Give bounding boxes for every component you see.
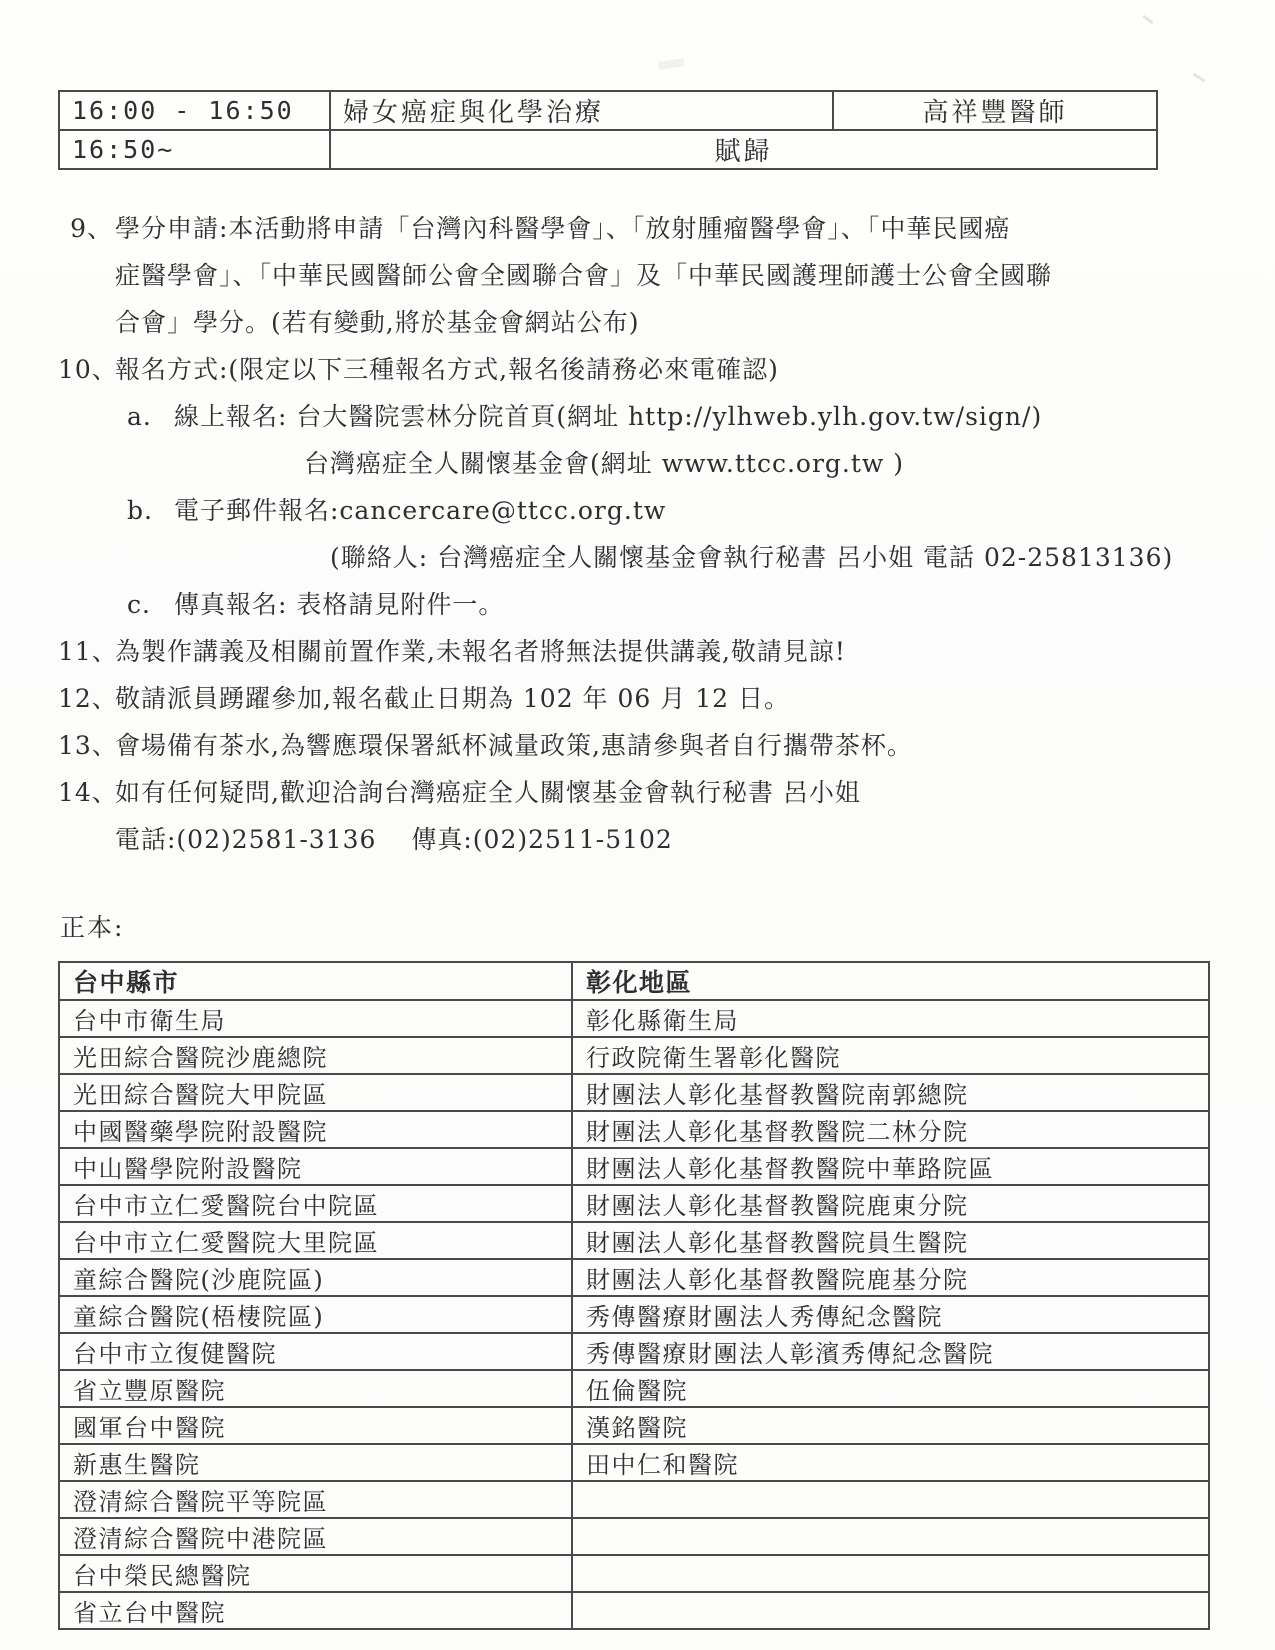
table-cell: 彰化縣衛生局 bbox=[572, 1000, 1209, 1037]
table-cell: 省立台中醫院 bbox=[59, 1592, 572, 1629]
note-text: 報名方式:(限定以下三種報名方式,報名後請務必來電確認) bbox=[115, 355, 779, 384]
table-cell bbox=[572, 1555, 1209, 1592]
column-header-changhua: 彰化地區 bbox=[572, 962, 1209, 1000]
table-row bbox=[59, 1444, 1209, 1481]
table-row bbox=[59, 1185, 1209, 1222]
note-letter: c. bbox=[127, 590, 151, 619]
schedule-time-cell: 16:50~ bbox=[59, 130, 330, 169]
table-row bbox=[59, 1481, 1209, 1518]
table-row bbox=[59, 1037, 1209, 1074]
note-text: 線上報名: 台大醫院雲林分院首頁(網址 http://ylhweb.ylh.gov.tw/sign/) bbox=[174, 402, 1043, 431]
note-line bbox=[58, 769, 1178, 816]
table-cell: 財團法人彰化基督教醫院鹿東分院 bbox=[572, 1185, 1209, 1222]
note-letter: b. bbox=[127, 496, 153, 525]
note-line bbox=[58, 205, 1178, 252]
table-cell: 財團法人彰化基督教醫院中華路院區 bbox=[572, 1148, 1209, 1185]
table-cell: 財團法人彰化基督教醫院南郭總院 bbox=[572, 1074, 1209, 1111]
note-line bbox=[58, 816, 1178, 863]
note-line bbox=[123, 487, 1178, 534]
table-row bbox=[59, 1074, 1209, 1111]
note-line bbox=[58, 722, 1178, 769]
note-number: 12、 bbox=[58, 684, 118, 713]
original-copy-label: 正本: bbox=[60, 913, 125, 942]
table-cell: 台中市立仁愛醫院大里院區 bbox=[59, 1222, 572, 1259]
note-text: 電話:(02)2581-3136 傳真:(02)2511-5102 bbox=[115, 825, 673, 854]
table-cell: 財團法人彰化基督教醫院二林分院 bbox=[572, 1111, 1209, 1148]
note-text: 為製作講義及相關前置作業,未報名者將無法提供講義,敬請見諒! bbox=[115, 637, 846, 666]
table-cell: 伍倫醫院 bbox=[572, 1370, 1209, 1407]
note-number: 14、 bbox=[58, 778, 118, 807]
table-cell: 台中市衛生局 bbox=[59, 1000, 572, 1037]
note-text: 電子郵件報名:cancercare@ttcc.org.tw bbox=[174, 496, 667, 525]
note-text: 敬請派員踴躍參加,報名截止日期為 102 年 06 月 12 日。 bbox=[115, 684, 790, 713]
table-row bbox=[59, 1111, 1209, 1148]
table-row bbox=[59, 1592, 1209, 1629]
table-row bbox=[59, 130, 1157, 169]
table-cell: 澄清綜合醫院平等院區 bbox=[59, 1481, 572, 1518]
table-cell bbox=[572, 1481, 1209, 1518]
table-cell: 光田綜合醫院沙鹿總院 bbox=[59, 1037, 572, 1074]
note-text: 會場備有茶水,為響應環保署紙杯減量政策,惠請參與者自行攜帶茶杯。 bbox=[115, 731, 913, 760]
note-text: (聯絡人: 台灣癌症全人關懷基金會執行秘書 呂小姐 電話 02-25813136) bbox=[330, 543, 1174, 572]
note-number: 9、 bbox=[70, 214, 113, 243]
table-cell: 秀傳醫療財團法人秀傳紀念醫院 bbox=[572, 1296, 1209, 1333]
table-row bbox=[59, 1407, 1209, 1444]
note-number: 10、 bbox=[58, 355, 118, 384]
note-line bbox=[123, 393, 1178, 440]
table-cell: 台中榮民總醫院 bbox=[59, 1555, 572, 1592]
schedule-topic-cell: 賦歸 bbox=[330, 130, 1157, 169]
table-cell: 中山醫學院附設醫院 bbox=[59, 1148, 572, 1185]
note-text: 台灣癌症全人關懷基金會(網址 www.ttcc.org.tw ) bbox=[304, 449, 905, 478]
table-cell: 省立豐原醫院 bbox=[59, 1370, 572, 1407]
table-header-row bbox=[59, 962, 1209, 1000]
table-cell bbox=[572, 1592, 1209, 1629]
table-row bbox=[59, 1148, 1209, 1185]
table-cell bbox=[572, 1518, 1209, 1555]
note-text: 學分申請:本活動將申請「台灣內科醫學會」、「放射腫瘤醫學會」、「中華民國癌 bbox=[115, 214, 1011, 243]
table-cell: 田中仁和醫院 bbox=[572, 1444, 1209, 1481]
table-row bbox=[59, 1222, 1209, 1259]
schedule-topic-cell: 婦女癌症與化學治療 bbox=[330, 91, 833, 130]
table-cell: 行政院衛生署彰化醫院 bbox=[572, 1037, 1209, 1074]
note-text: 如有任何疑問,歡迎洽詢台灣癌症全人關懷基金會執行秘書 呂小姐 bbox=[115, 778, 861, 807]
table-cell: 秀傳醫療財團法人彰濱秀傳紀念醫院 bbox=[572, 1333, 1209, 1370]
note-letter: a. bbox=[127, 402, 152, 431]
note-line bbox=[58, 628, 1178, 675]
table-cell: 中國醫藥學院附設醫院 bbox=[59, 1111, 572, 1148]
note-text: 傳真報名: 表格請見附件一。 bbox=[174, 590, 505, 619]
scan-artifact bbox=[1142, 15, 1153, 25]
note-line bbox=[58, 675, 1178, 722]
table-row bbox=[59, 1555, 1209, 1592]
table-row bbox=[59, 1296, 1209, 1333]
note-line bbox=[58, 346, 1178, 393]
note-text: 症醫學會」、「中華民國醫師公會全國聯合會」及「中華民國護理師護士公會全國聯 bbox=[115, 261, 1053, 290]
table-cell: 財團法人彰化基督教醫院鹿基分院 bbox=[572, 1259, 1209, 1296]
table-cell: 財團法人彰化基督教醫院員生醫院 bbox=[572, 1222, 1209, 1259]
table-row bbox=[59, 1000, 1209, 1037]
table-cell: 新惠生醫院 bbox=[59, 1444, 572, 1481]
note-line bbox=[58, 534, 1178, 581]
table-cell: 童綜合醫院(沙鹿院區) bbox=[59, 1259, 572, 1296]
scan-artifact bbox=[658, 58, 685, 70]
scan-artifact bbox=[1192, 73, 1205, 83]
schedule-table bbox=[58, 90, 1158, 170]
note-number: 13、 bbox=[58, 731, 118, 760]
note-line bbox=[58, 440, 1178, 487]
table-cell: 台中市立仁愛醫院台中院區 bbox=[59, 1185, 572, 1222]
table-cell: 國軍台中醫院 bbox=[59, 1407, 572, 1444]
note-text: 合會」學分。(若有變動,將於基金會網站公布) bbox=[115, 308, 640, 337]
table-cell: 漢銘醫院 bbox=[572, 1407, 1209, 1444]
note-line bbox=[123, 581, 1178, 628]
table-row bbox=[59, 1518, 1209, 1555]
table-row bbox=[59, 1370, 1209, 1407]
recipients-table bbox=[58, 961, 1210, 1630]
notes-list bbox=[58, 205, 1178, 863]
table-row bbox=[59, 91, 1157, 130]
schedule-speaker-cell: 高祥豐醫師 bbox=[833, 91, 1157, 130]
table-row bbox=[59, 1333, 1209, 1370]
table-cell: 澄清綜合醫院中港院區 bbox=[59, 1518, 572, 1555]
table-cell: 童綜合醫院(梧棲院區) bbox=[59, 1296, 572, 1333]
schedule-time-cell: 16:00 - 16:50 bbox=[59, 91, 330, 130]
table-row bbox=[59, 1259, 1209, 1296]
column-header-taichung: 台中縣市 bbox=[59, 962, 572, 1000]
note-line bbox=[58, 299, 1178, 346]
note-line bbox=[58, 252, 1178, 299]
note-number: 11、 bbox=[58, 637, 118, 666]
table-cell: 光田綜合醫院大甲院區 bbox=[59, 1074, 572, 1111]
table-cell: 台中市立復健醫院 bbox=[59, 1333, 572, 1370]
